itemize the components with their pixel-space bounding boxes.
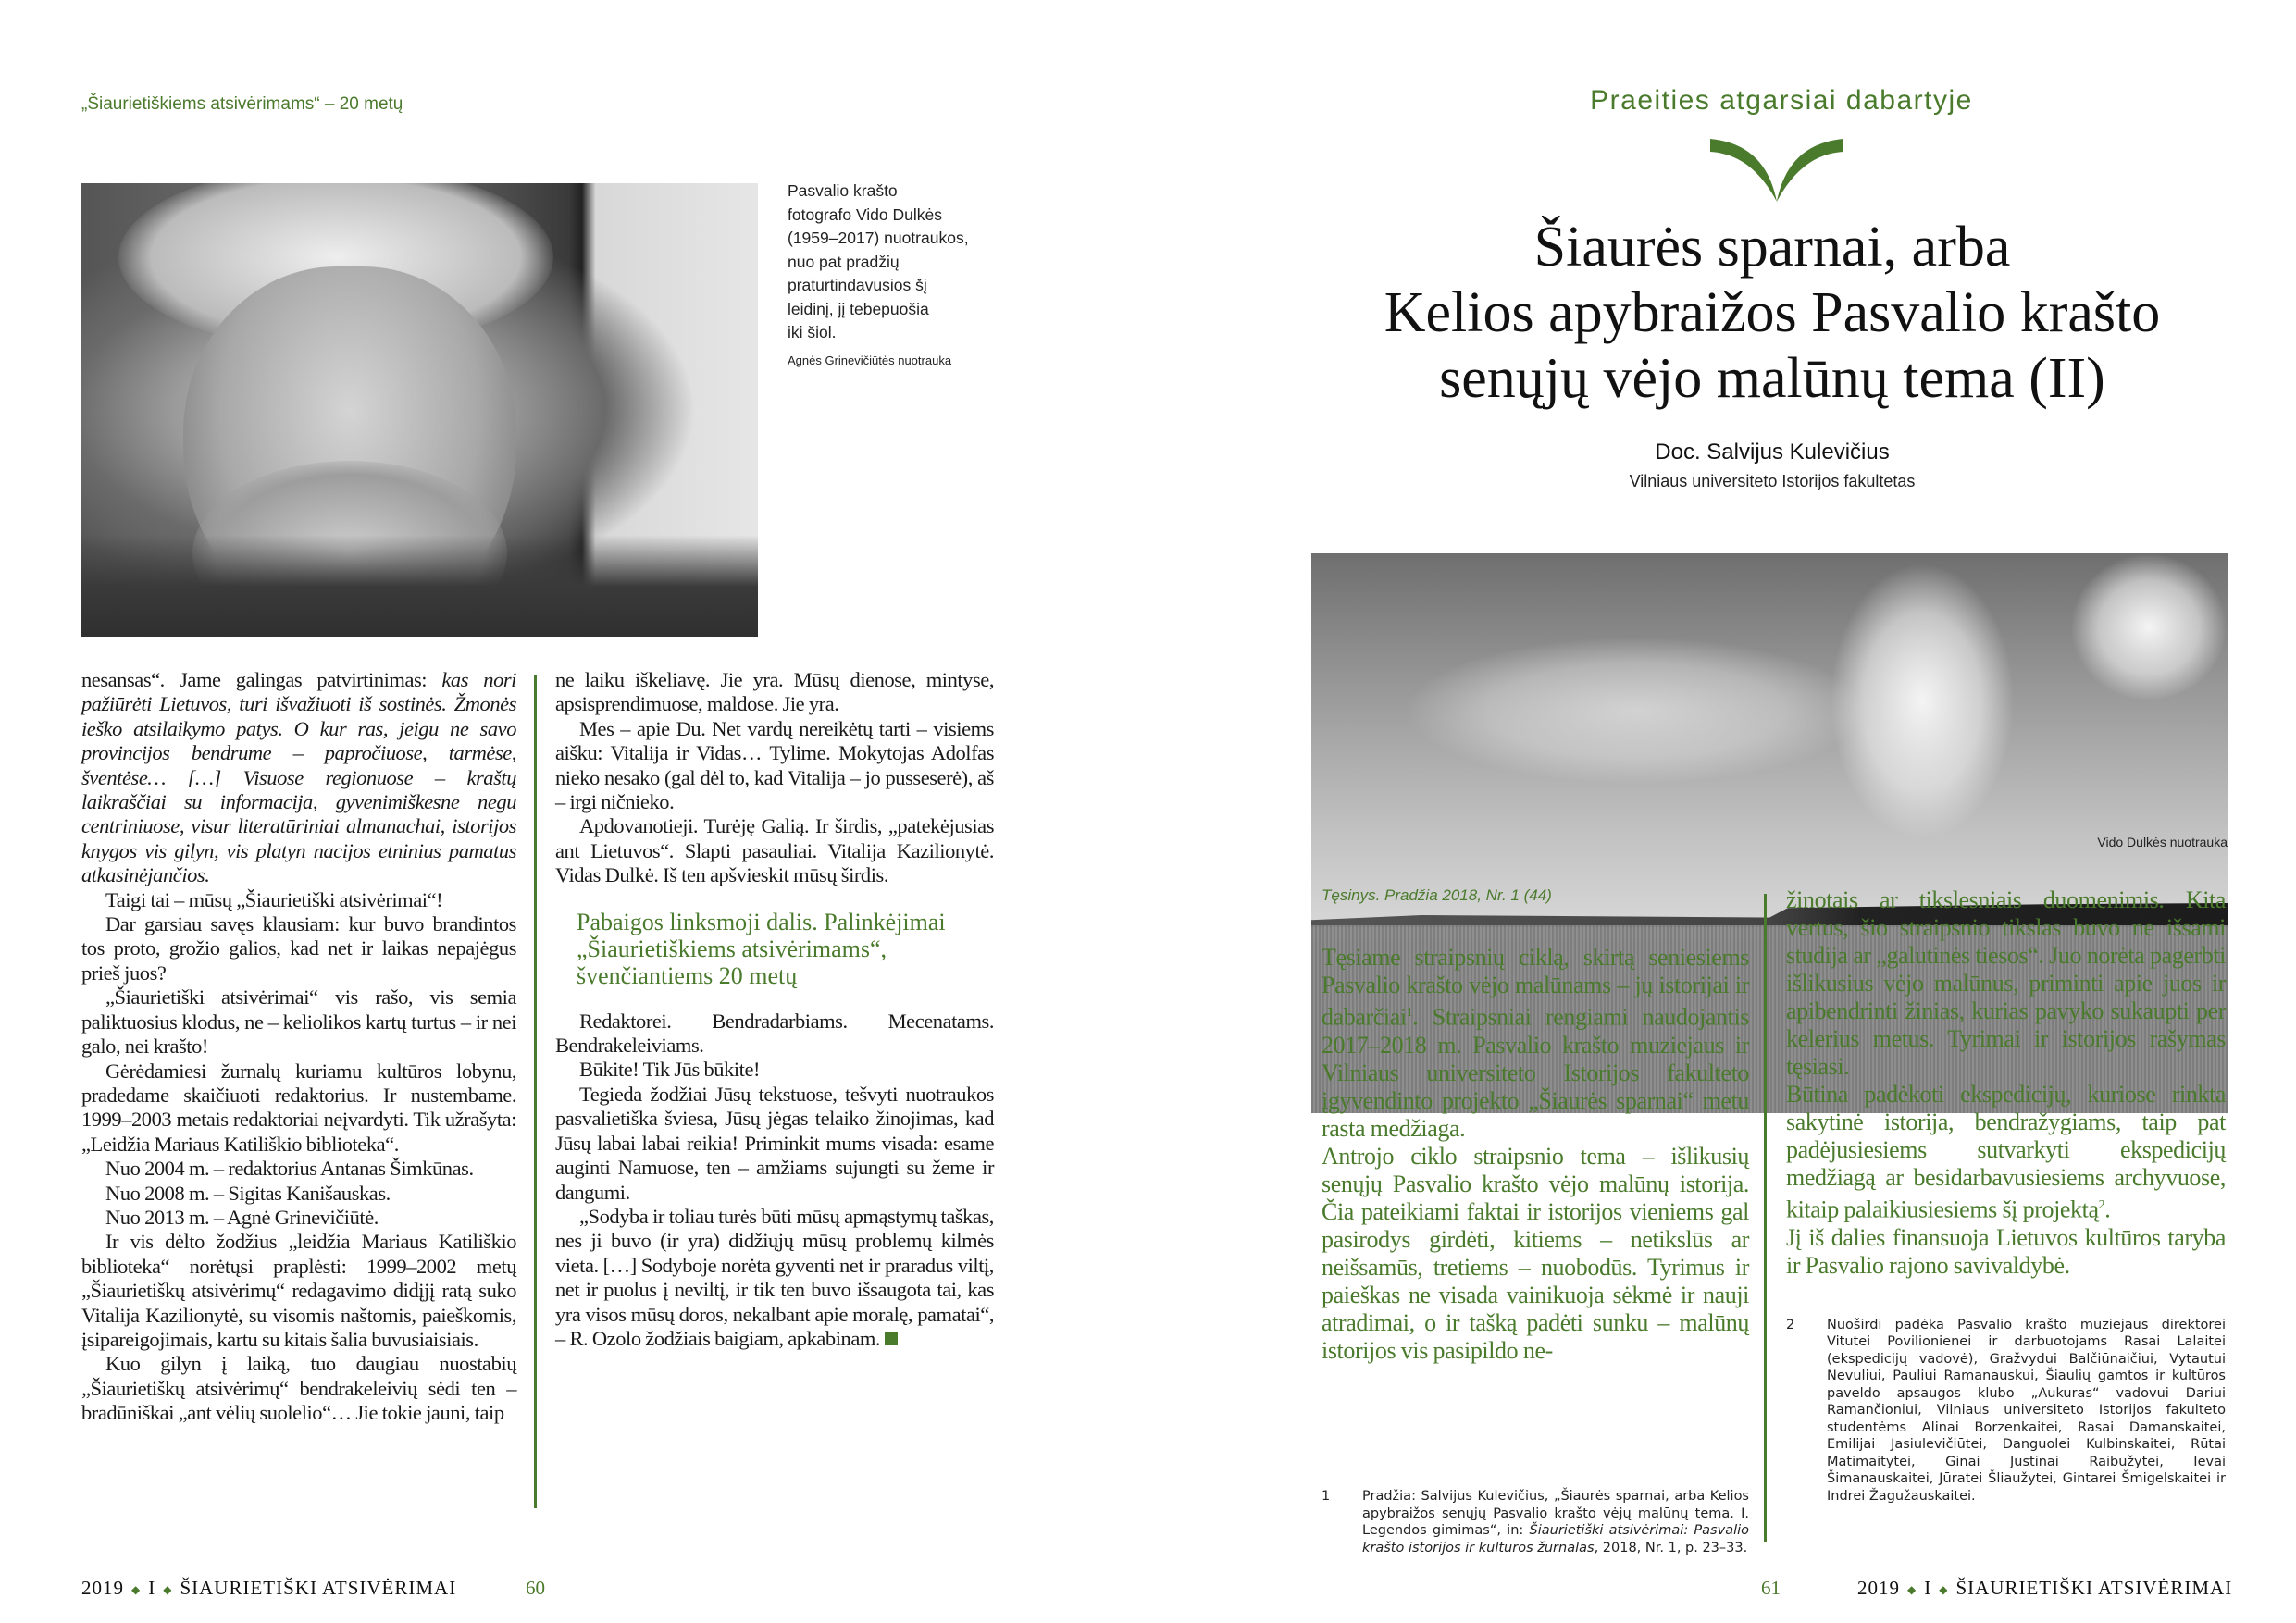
portrait-photo bbox=[81, 183, 758, 637]
paragraph bbox=[555, 1205, 994, 1351]
paragraph: Jį iš dalies finansuoja Lietuvos kultūros taryba ir Pasvalio rajono savivaldybė. bbox=[1786, 1223, 2226, 1279]
paragraph: Dar garsiau savęs klausiam: kur buvo brandintos tos proto, grožio galios, kad net ir laikas nepajėgus prieš juos? bbox=[81, 912, 516, 985]
page-number: 60 bbox=[526, 1577, 545, 1599]
caption-line: Pasvalio krašto bbox=[788, 181, 898, 200]
footnote-ref[interactable]: 1 bbox=[1406, 1006, 1413, 1020]
paragraph: Nuo 2004 m. – redaktorius Antanas Šimkūnas. bbox=[105, 1157, 474, 1181]
page-number: 61 bbox=[1761, 1577, 1781, 1599]
paragraph bbox=[1786, 1081, 2226, 1224]
paragraph: Mes – apie Du. Net vardų nereikėtų tarti – visiems aišku: Vitalija ir Vidas… Tylime. Mokytojas Adolfas nieko nesako (gal dėl to, kad Vitalija – jo pusseserė), aš – irgi ničnieko. bbox=[555, 716, 994, 814]
footnote-number: 1 bbox=[1322, 1489, 1331, 1504]
text: „Sodyba ir toliau turės būti mūsų apmąstymų taškas, nes ji buvo (ir yra) didžiųjų mūsų problemų kilmės vieta. […] Sodyboje norėta gyventi net ir praradus viltį, net ir puolus į neviltį, ir tik ten buvo išsaugota tai, kas yra visos mūsų doros, nekalbant apie moralę, pamatai“, – R. Ozolo žodžiais baigiam, apkabinam. bbox=[555, 1204, 994, 1350]
footnote-1 bbox=[1322, 1468, 1749, 1556]
paragraph: Redaktorei. Bendradarbiams. Mecenatams. Bendrakeleiviams. bbox=[555, 1009, 994, 1058]
affiliation: Vilniaus universiteto Istorijos fakultetas bbox=[1629, 472, 1916, 490]
footer-magazine: ŠIAURIETIŠKI ATSIVĖRIMAI bbox=[1955, 1577, 2233, 1599]
paragraph: Antrojo ciklo straipsnio tema – išlikusių senųjų Pasvalio krašto vėjo malūnų istorija. Čia pateikiami faktai ir istorijos vieniems gal pasirodys girdėti, kitiems – netikslūs ar neišsamūs, tretiems – nuobodūs. Tyrimus ir paieškas ne visada vainikuoja sėkmė ir nauji atradimai, o ir tašką padėti sunku – malūnų istorijos vis pasipildo ne- bbox=[1322, 1142, 1749, 1364]
italic-title: Šiaurietiški atsivėrimai: Pasvalio krašto istorijos ir kultūros žurnalas bbox=[1362, 1523, 1750, 1555]
caption-line: nuo pat pradžių bbox=[788, 252, 900, 271]
footer-year: 2019 bbox=[81, 1577, 124, 1599]
footer-issue: I bbox=[1924, 1577, 1932, 1599]
footnote-2 bbox=[1786, 1296, 2226, 1505]
left-column-1 bbox=[81, 668, 516, 1426]
left-footer bbox=[81, 1577, 456, 1600]
caption-line: fotografo Vido Dulkės bbox=[788, 204, 943, 224]
title-line: Kelios apybraižos Pasvalio krašto bbox=[1384, 281, 2161, 344]
right-column-2-stack bbox=[1786, 886, 2226, 1556]
footnote-ref[interactable]: 2 bbox=[2098, 1198, 2105, 1212]
text: . bbox=[2104, 1196, 2111, 1223]
italic-quote: kas nori pažiūrėti Lietuvos, turi išvažiuoti iš sostinės. Žmonės ieško atsilaikymo patys. O kur ras, jeigu ne savo provincijos bendrume – papročiuose, tarmėse, šventėse… […] Visuose regionuose – kraštų laikraščiai su informacija, gyvenimiškesne negu centriniuose, visur literatūriniai almanachai, istorijos knygos vis gilyn, vis platyn nacijos etninius pamatus atkasinėjančios. bbox=[81, 668, 516, 887]
subheading: Pabaigos linksmoji dalis. Palinkėjimai „Šiaurietiškiems atsivėrimams“, švenčiantiems 20 metų bbox=[577, 908, 946, 989]
paragraph: Gėrėdamiesi žurnalų kuriamu kultūros lobynu, pradedame skaičiuoti redaktorius. Ir nustembame. 1999–2003 metais redaktoriai neįvardyti. Tik užrašyta: „Leidžia Mariaus Katiliškio biblioteka“. bbox=[81, 1059, 516, 1156]
photo-credit: Agnės Grinevičiūtės nuotrauka bbox=[788, 353, 952, 367]
paragraph: žinotais ar tikslesniais duomenimis. Kita vertus, šio straipsnio tikslas buvo ne išsami studija ar „galutinės tiesos“. Juo norėta pagerbti išlikusius vėjo malūnus, priminti apie juos ir apibendrinti žinias, kurias pavyko sukaupti per kelerius metus. Tyrimai ir istorijos rašymas tęsiasi. bbox=[1786, 886, 2226, 1080]
footnote-text: Nuoširdi padėka Pasvalio krašto muziejaus direktorei Vitutei Povilionienei ir darbuotojams Rasai Lalaitei (ekspedicijų vadovė), Gražvydui Balčiūnaičiui, Vytautui Nevuliui, Pauliui Ramanauskui, Šiaulių gamtos ir kultūros paveldo apsaugos klubo „Aukuras“ vadovui Dariui Ramančioniui, Vilniaus universiteto Istorijos fakulteto studentėms Alinai Borzenkaitei, Rasai Damanskaitei, Emilijai Jasiulevičiūtei, Danguolei Kulbinskaitei, Rūtai Matimaitytei, Ginai Justinai Raibužytei, Ievai Šimanauskaitei, Jūratei Šliaužytei, Gintarei Šmigelskaitei ir Indrei Žagužauskaitei. bbox=[1827, 1317, 2226, 1504]
running-head: „Šiaurietiškiems atsivėrimams“ – 20 metų bbox=[81, 94, 403, 114]
caption-line: iki šiol. bbox=[788, 323, 837, 341]
paragraph: Nuo 2013 m. – Agnė Grinevičiūtė. bbox=[105, 1205, 379, 1229]
section-title: Praeities atgarsiai dabartyje bbox=[1590, 85, 1973, 116]
text: , 2018, Nr. 1, p. 23–33. bbox=[1594, 1540, 1748, 1555]
photo-credit: Vido Dulkės nuotrauka bbox=[2097, 835, 2228, 849]
caption-line: leidinį, jį tebepuošia bbox=[788, 299, 929, 318]
right-column-1-stack bbox=[1322, 944, 1749, 1556]
continuation-note: Tęsinys. Pradžia 2018, Nr. 1 (44) bbox=[1322, 886, 1552, 904]
column-divider bbox=[1764, 894, 1767, 1542]
photo-caption bbox=[788, 180, 969, 372]
footer-magazine: ŠIAURIETIŠKI ATSIVĖRIMAI bbox=[180, 1577, 457, 1599]
right-footer bbox=[1857, 1577, 2232, 1600]
footer-issue: I bbox=[148, 1577, 156, 1599]
paragraph: Ir vis dėlto žodžius „leidžia Mariaus Katiliškio biblioteka“ norėtųsi praplėsti: 1999–2002 metų „Šiaurietiškų atsivėrimų“ redagavimo didįjį ratą suko Vitalija Kazilionytė, su visomis naštomis, paieškomis, įsipareigojimais, kartu su kitais šalia buvusiaisiais. bbox=[81, 1230, 516, 1351]
paragraph: Tegieda žodžiai Jūsų tekstuose, tešvyti nuotraukos pasvalietiška šviesa, Jūsų jėgas telaiko žinojimas, kad Jūsų labai labai reikia! Priminkit mums visada: esame auginti Namuose, ten – amžiams sujungti su žeme ir dangumi. bbox=[555, 1082, 994, 1204]
paragraph bbox=[81, 668, 516, 888]
text: Būtina padėkoti ekspedicijų, kuriose rinkta sakytinė istorija, bendražygiams, taip pat padėjusiesiems sutvarkyti ekspedicijų medžiagą ar besidarbavusiesiems archyvuose, kitaip palaikiusiesiems šį projektą bbox=[1786, 1081, 2226, 1223]
text: Pradžia: Salvijus Kulevičius, „Šiaurės sparnai, arba Kelios apybraižos senųjų Pasvalio krašto vėjų malūnų tema. I. Legendos gimimas“, in: bbox=[1362, 1489, 1749, 1538]
footer-year: 2019 bbox=[1857, 1577, 1900, 1599]
article-title bbox=[1314, 215, 2230, 412]
leaf-v-icon bbox=[1703, 137, 1851, 204]
right-column-2 bbox=[1786, 886, 2226, 1280]
diamond-icon: ◆ bbox=[1939, 1582, 1949, 1596]
text: nesansas“. Jame galingas patvirtinimas: bbox=[81, 668, 442, 691]
title-line: senųjų vėjo malūnų tema (II) bbox=[1439, 347, 2105, 410]
paragraph: Apdovanotieji. Turėję Galią. Ir širdis, „patekėjusias ant Lietuvos“. Slapti pasauliai. Vitalija Kazilionytė. Vidas Dulkė. Iš ten apšvieskit mūsų širdis. bbox=[555, 814, 994, 887]
right-column-1 bbox=[1322, 944, 1749, 1365]
paragraph bbox=[1322, 944, 1749, 1143]
paragraph: „Šiaurietiški atsivėrimai“ vis rašo, vis semia paliktuosius klodus, ne – keliolikos kartų turtus – ir nei galo, nei krašto! bbox=[81, 985, 516, 1059]
paragraph: ne laiku iškeliavę. Jie yra. Mūsų dienose, mintyse, apsisprendimuose, maldose. Jie yra. bbox=[555, 668, 994, 716]
text: Tęsiame straipsnių ciklą, skirtą seniesiems Pasvalio krašto vėjo malūnams – jų istorijai ir dabarčiai bbox=[1322, 944, 1749, 1031]
left-column-2 bbox=[555, 668, 994, 1351]
paragraph: Kuo gilyn į laiką, tuo daugiau nuostabių „Šiaurietiškų atsivėrimų“ bendrakeleivių sėdi ten – bradūniškai „ant vėlių suolelio“… Jie tokie jauni, taip bbox=[81, 1352, 516, 1425]
title-line: Šiaurės sparnai, arba bbox=[1533, 216, 2011, 279]
diamond-icon: ◆ bbox=[131, 1582, 142, 1596]
column-divider bbox=[534, 675, 537, 1508]
diamond-icon: ◆ bbox=[163, 1582, 173, 1596]
paragraph: Nuo 2008 m. – Sigitas Kanišauskas. bbox=[105, 1181, 391, 1205]
author: Doc. Salvijus Kulevičius bbox=[1655, 440, 1890, 465]
paragraph: Būkite! Tik Jūs būkite! bbox=[579, 1058, 761, 1082]
paragraph: Taigi tai – mūsų „Šiaurietiški atsivėrimai“! bbox=[105, 887, 443, 911]
diamond-icon: ◆ bbox=[1907, 1582, 1917, 1596]
end-mark-icon bbox=[885, 1332, 898, 1345]
caption-line: (1959–2017) nuotraukos, bbox=[788, 229, 969, 247]
footnote-number: 2 bbox=[1786, 1317, 1795, 1332]
text: . Straipsniai rengiami naudojantis 2017–2018 m. Pasvalio krašto muziejaus ir Vilniaus universiteto Istorijos fakulteto įgyvendinto projekto „Šiaurės sparnai“ metu rasta medžiaga. bbox=[1322, 1003, 1749, 1142]
caption-line: praturtindavusios šį bbox=[788, 276, 927, 294]
